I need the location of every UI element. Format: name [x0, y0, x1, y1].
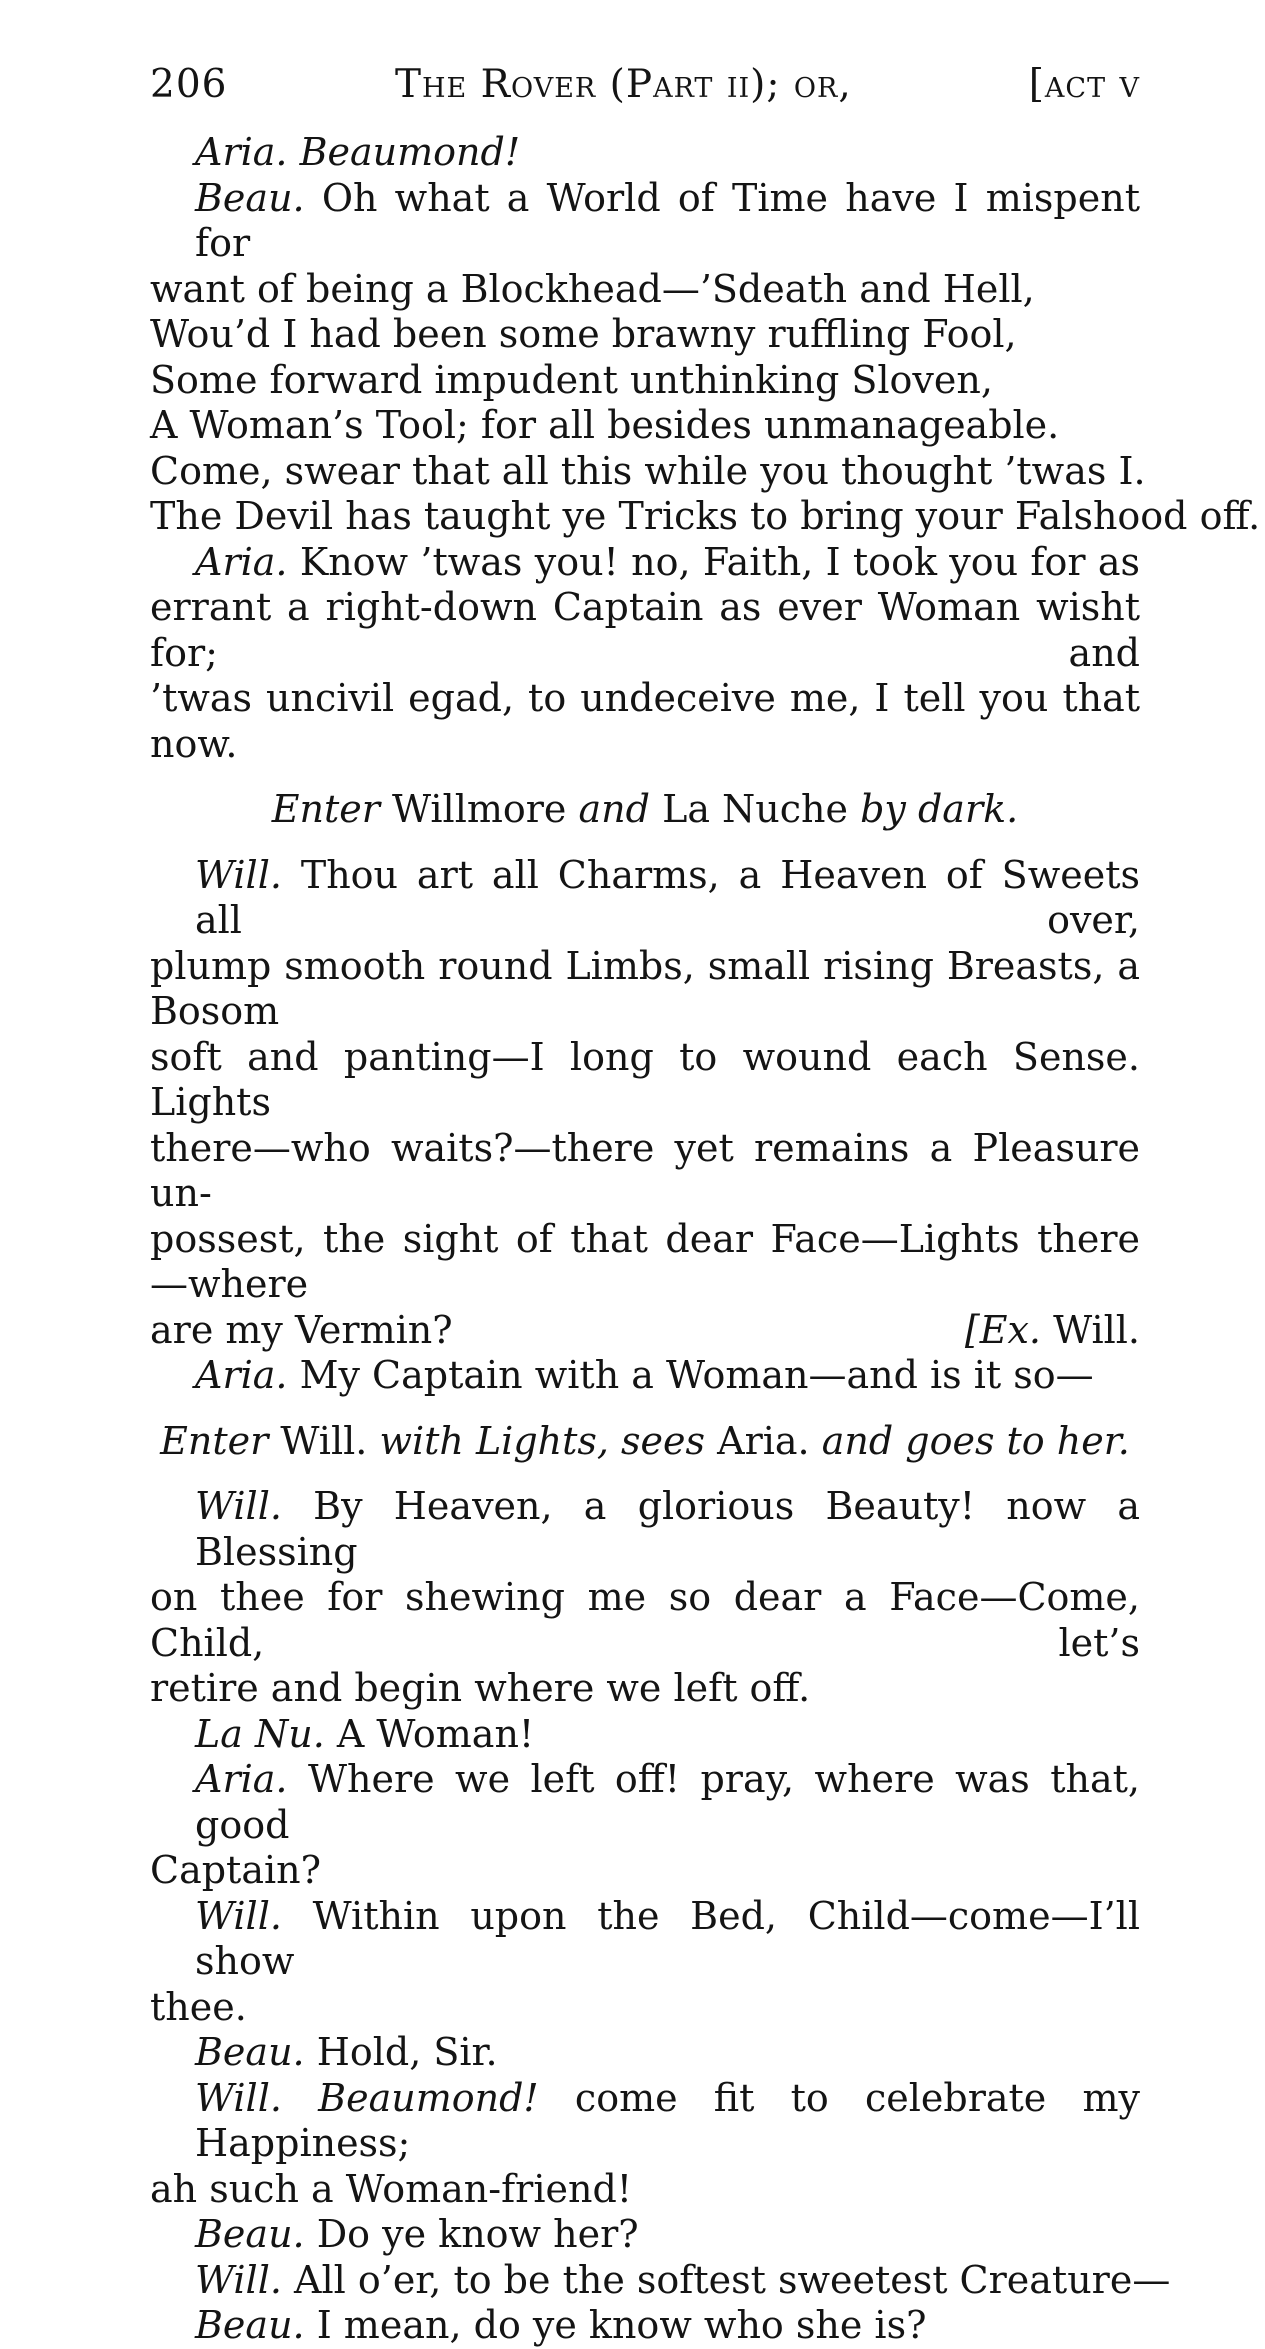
- speech-text: I mean, do ye know who she is?: [316, 2303, 927, 2347]
- speech-line: ’twas uncivil egad, to undeceive me, I tell you that now.: [150, 676, 1140, 766]
- speech-line: [150, 130, 1140, 176]
- speech-text: Beaumond!: [299, 130, 521, 174]
- speech-line: [150, 2076, 1140, 2167]
- verse-line: A Woman’s Tool; for all besides unmanageable.: [150, 403, 1060, 447]
- speech-line: soft and panting—I long to wound each Sense. Lights: [150, 1034, 1140, 1124]
- page-number: 206: [150, 62, 228, 107]
- speech-line: [150, 2212, 1140, 2258]
- speech-line: [150, 1712, 1140, 1758]
- speaker-name: Aria.: [195, 539, 288, 584]
- speech-text: A Woman!: [336, 1711, 535, 1756]
- speaker-name: La Nu.: [195, 1711, 325, 1756]
- act-label: [act v: [1028, 62, 1140, 107]
- speech-line: there—who waits?—there yet remains a Pleasure un-: [150, 1125, 1140, 1215]
- speech-text: Hold, Sir.: [316, 2030, 498, 2074]
- speech-text: Where we left off! pray, where was that, good: [195, 1757, 1140, 1847]
- speaker-name: Aria.: [195, 1757, 288, 1801]
- speech-line: [150, 2303, 1140, 2349]
- speech-text: come fit to celebrate my Happiness;: [195, 2075, 1140, 2165]
- speech-line: on thee for shewing me so dear a Face—Come, Child, let’s: [150, 1575, 1140, 1665]
- speaker-name: Beau.: [195, 175, 305, 220]
- verse-line: Wou’d I had been some brawny ruffling Fool,: [150, 312, 1017, 356]
- speech-text: My Captain with a Woman—and is it so—: [299, 1353, 1094, 1397]
- speech-line: possest, the sight of that dear Face—Lights there—where: [150, 1216, 1140, 1306]
- speech-line: plump smooth round Limbs, small rising Breasts, a Bosom: [150, 943, 1140, 1033]
- verse-line: Come, swear that all this while you thought ’twas I.: [150, 448, 1146, 493]
- speaker-name: Will.: [195, 2257, 282, 2302]
- speaker-name: Aria.: [195, 1353, 288, 1397]
- speaker-name: Beau.: [195, 2303, 305, 2347]
- stage-direction: Enter Willmore and La Nuche by dark.: [271, 787, 1019, 831]
- speech-line: Captain?: [150, 1848, 321, 1892]
- running-header: [150, 62, 1140, 122]
- speaker-name: Beau.: [195, 2212, 305, 2256]
- speaker-name: Will.: [195, 852, 282, 897]
- stage-direction: Enter Will. with Lights, sees Aria. and goes to her.: [160, 1418, 1130, 1463]
- running-title: The Rover (Part ii); or,: [395, 62, 852, 107]
- speech-line: [150, 1894, 1140, 1985]
- speech-text: Know ’twas you! no, Faith, I took you for as: [299, 539, 1140, 584]
- speech-line: [150, 176, 1140, 267]
- speech-line: retire and begin where we left off.: [150, 1666, 811, 1710]
- speech-line: [150, 853, 1140, 944]
- speech-line: thee.: [150, 1984, 247, 2029]
- speech-line: [150, 2257, 1171, 2304]
- speech-text: Do ye know her?: [316, 2212, 639, 2256]
- speech-line: [150, 540, 1140, 586]
- speaker-name: Will.: [195, 2075, 282, 2120]
- speech-line: are my Vermin? [Ex. Will.: [150, 1307, 1140, 1352]
- speech-line: errant a right-down Captain as ever Woman wisht for; and: [150, 585, 1140, 675]
- speech-line: [150, 1353, 1140, 1399]
- verse-line: Some forward impudent unthinking Sloven,: [150, 357, 993, 402]
- speech-line: [150, 2030, 1140, 2076]
- speech-line: [150, 1484, 1140, 1575]
- speech-text: Within upon the Bed, Child—come—I’ll show: [195, 1893, 1140, 1983]
- play-text: [150, 130, 1261, 2349]
- exit-direction: [Ex. Will.: [964, 1307, 1140, 1352]
- speech-text: Beaumond!: [318, 2075, 539, 2120]
- speech-line: ah such a Woman-friend!: [150, 2166, 633, 2211]
- speaker-name: Beau.: [195, 2030, 305, 2074]
- speech-text: All o’er, to be the softest sweetest Creature—: [294, 2257, 1171, 2302]
- speech-text: By Heaven, a glorious Beauty! now a Blessing: [195, 1484, 1140, 1574]
- speech-line: [150, 1757, 1140, 1848]
- speech-text: Thou art all Charms, a Heaven of Sweets all over,: [195, 852, 1140, 942]
- speaker-name: Will.: [195, 1893, 282, 1938]
- speaker-name: Will.: [195, 1484, 282, 1528]
- speech-line: want of being a Blockhead—’Sdeath and Hell,: [150, 266, 1035, 311]
- speech-text: Oh what a World of Time have I mispent for: [195, 175, 1140, 265]
- speaker-name: Aria.: [195, 130, 288, 174]
- verse-line: The Devil has taught ye Tricks to bring your Falshood off.: [150, 494, 1261, 538]
